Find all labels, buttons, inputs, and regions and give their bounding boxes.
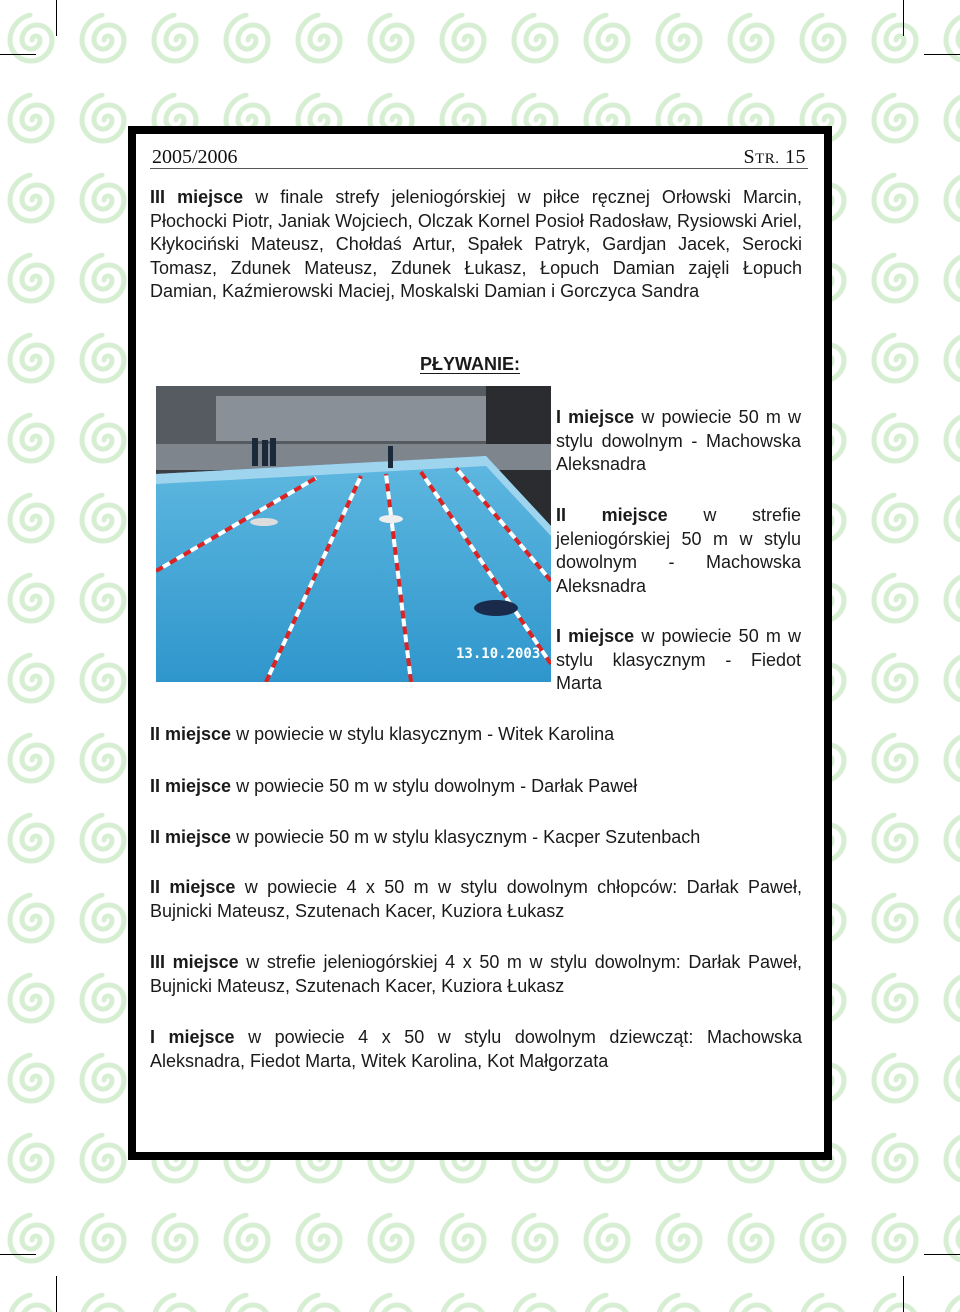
photo-date-stamp: 13.10.2003: [456, 646, 541, 662]
crop-mark-bottom-right-h: [924, 1254, 960, 1255]
handball-paragraph: [150, 186, 802, 304]
handball-place: III miejsce: [150, 187, 244, 207]
result-full-6-place: I miejsce: [150, 1027, 235, 1047]
result-side-2-place: II miejsce: [556, 505, 668, 525]
page-number: 15: [785, 146, 806, 168]
result-full-4-text: w powiecie 4 x 50 m w stylu dowolnym chłopców: Darłak Paweł, Bujnicki Mateusz, Szutenach Kacer, Kuziora Łukasz: [150, 877, 802, 921]
crop-mark-top-right-h: [924, 54, 960, 55]
header-page-label: [743, 146, 806, 169]
crop-mark-bottom-right-v: [903, 1276, 904, 1312]
crop-mark-bottom-left-h: [0, 1254, 36, 1255]
result-full-2-text: w powiecie 50 m w stylu dowolnym - Darłak Paweł: [231, 776, 638, 796]
result-full-4: [150, 876, 802, 923]
result-side-2-text: w strefie jeleniogórskiej 50 m w stylu dowolnym - Machowska Aleksnadra: [556, 505, 801, 596]
header-year: 2005/2006: [152, 146, 238, 168]
handball-text: w finale strefy jeleniogórskiej w piłce ręcznej Orłowski Marcin, Płochocki Piotr, Janiak Wojciech, Olczak Kornel Posioł Radosław, Rysiowski Ariel, Kłykociński Mateusz, Chołdaś Artur, Spałek Patryk, Gardjan Jacek, Serocki Tomasz, Zdunek Mateusz, Zdunek Łukasz, Łopuch Damian zajęli Łopuch Damian, Kaźmierowski Maciej, Moskalski Damian i Gorczyca Sandra: [150, 187, 802, 301]
result-side-3-place: I miejsce: [556, 626, 635, 646]
result-full-3: [150, 826, 802, 850]
result-side-1: [556, 406, 801, 477]
crop-mark-bottom-left-v: [56, 1276, 57, 1312]
result-full-3-text: w powiecie 50 m w stylu klasycznym - Kacper Szutenbach: [231, 827, 701, 847]
result-full-2-place: II miejsce: [150, 776, 232, 796]
page-header: [150, 144, 808, 169]
page-label-cap: S: [743, 146, 756, 168]
result-full-6-text: w powiecie 4 x 50 w stylu dowolnym dziewcząt: Machowska Aleksnadra, Fiedot Marta, Witek Karolina, Kot Małgorzata: [150, 1027, 802, 1071]
result-side-1-text: w powiecie 50 m w stylu dowolnym - Machowska Aleksnadra: [556, 407, 801, 474]
result-full-5: [150, 951, 802, 998]
page-label-rest: TR.: [755, 151, 780, 167]
result-full-5-place: III miejsce: [150, 952, 239, 972]
result-side-2: [556, 504, 801, 598]
result-side-3: [556, 625, 801, 696]
result-full-1-text: w powiecie w stylu klasycznym - Witek Karolina: [231, 724, 615, 744]
result-full-1: [150, 723, 802, 747]
swimming-pool-photo: [156, 386, 551, 682]
result-full-5-text: w strefie jeleniogórskiej 4 x 50 m w stylu dowolnym: Darłak Paweł, Bujnicki Mateusz, Szutenach Kacer, Kuziora Łukasz: [150, 952, 802, 996]
result-side-1-place: I miejsce: [556, 407, 635, 427]
result-full-6: [150, 1026, 802, 1073]
section-title-swimming: PŁYWANIE:: [420, 354, 521, 374]
crop-mark-top-left-v: [56, 0, 57, 36]
result-full-2: [150, 775, 802, 799]
crop-mark-top-right-v: [903, 0, 904, 36]
result-full-1-place: II miejsce: [150, 724, 232, 744]
result-side-3-text: w powiecie 50 m w stylu klasycznym - Fiedot Marta: [556, 626, 801, 693]
result-full-3-place: II miejsce: [150, 827, 232, 847]
crop-mark-top-left-h: [0, 54, 36, 55]
result-full-4-place: II miejsce: [150, 877, 236, 897]
